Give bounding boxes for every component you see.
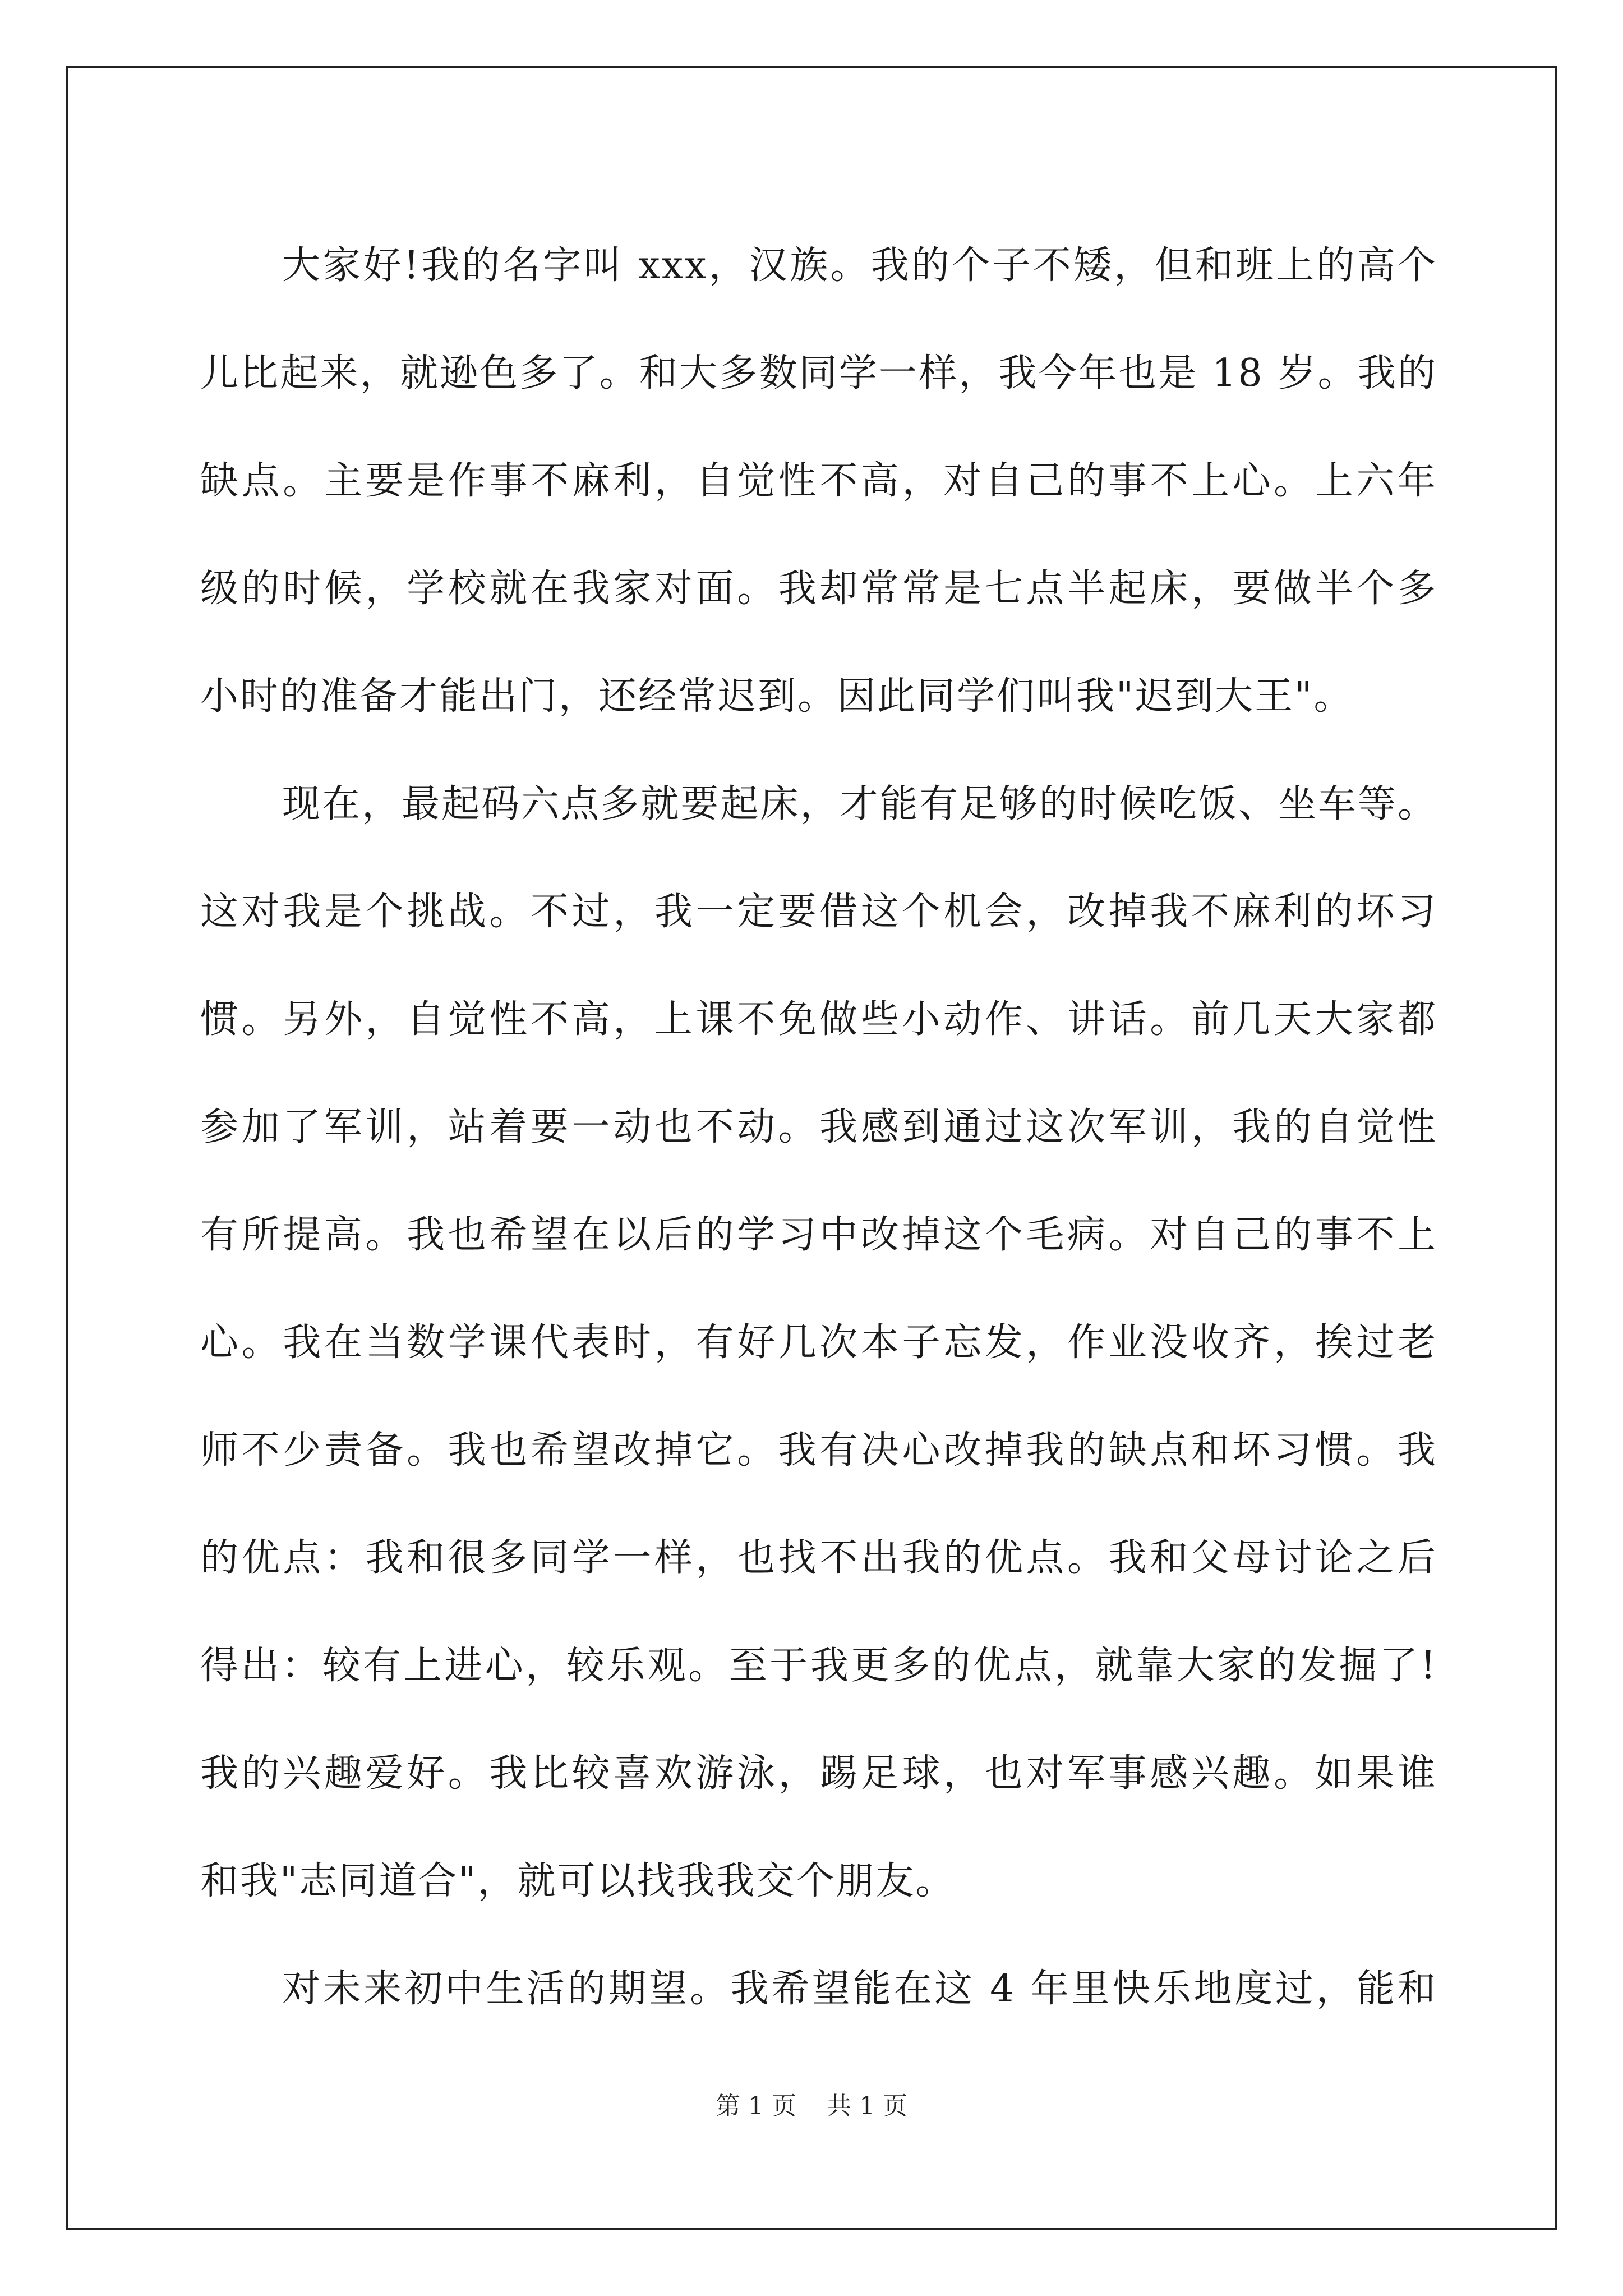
paragraph-2-line-10: 我的兴趣爱好。我比较喜欢游泳，踢足球，也对军事感兴趣。如果谁 [200, 1751, 1437, 1796]
paragraph-1-line-2: 儿比起来，就逊色多了。和大多数同学一样，我今年也是 18 岁。我的 [200, 351, 1437, 395]
page-footer [0, 2090, 1623, 2123]
paragraph-2-line-5: 有所提高。我也希望在以后的学习中改掉这个毛病。对自己的事不上 [200, 1213, 1437, 1257]
paragraph-1-line-1: 大家好!我的名字叫 xxx，汉族。我的个子不矮，但和班上的高个 [282, 243, 1437, 288]
page-number: 第 1 页 [716, 2092, 796, 2120]
paragraph-2-line-11: 和我"志同道合"，就可以找我我交个朋友。 [200, 1859, 956, 1903]
paragraph-1-line-5: 小时的准备才能出门，还经常迟到。因此同学们叫我"迟到大王"。 [200, 674, 1354, 719]
paragraph-2-line-8: 的优点：我和很多同学一样，也找不出我的优点。我和父母讨论之后 [200, 1536, 1437, 1580]
paragraph-3-line-1: 对未来初中生活的期望。我希望能在这 4 年里快乐地度过，能和 [282, 1967, 1437, 2011]
total-pages: 共 1 页 [827, 2092, 907, 2120]
paragraph-2-line-9: 得出：较有上进心，较乐观。至于我更多的优点，就靠大家的发掘了! [200, 1644, 1437, 1688]
paragraph-2-line-4: 参加了军训，站着要一动也不动。我感到通过这次军训，我的自觉性 [200, 1105, 1437, 1149]
paragraph-2-line-1: 现在，最起码六点多就要起床，才能有足够的时候吃饭、坐车等。 [282, 782, 1437, 826]
paragraph-2-line-2: 这对我是个挑战。不过，我一定要借这个机会，改掉我不麻利的坏习 [200, 890, 1437, 934]
paragraph-2-line-6: 心。我在当数学课代表时，有好几次本子忘发，作业没收齐，挨过老 [200, 1320, 1437, 1365]
document-body [200, 212, 1437, 2043]
paragraph-2-line-3: 惯。另外，自觉性不高，上课不免做些小动作、讲话。前几天大家都 [200, 997, 1437, 1042]
paragraph-1-line-4: 级的时候，学校就在我家对面。我却常常是七点半起床，要做半个多 [200, 567, 1437, 611]
paragraph-1-line-3: 缺点。主要是作事不麻利，自觉性不高，对自己的事不上心。上六年 [200, 459, 1437, 503]
paragraph-2-line-7: 师不少责备。我也希望改掉它。我有决心改掉我的缺点和坏习惯。我 [200, 1428, 1437, 1473]
